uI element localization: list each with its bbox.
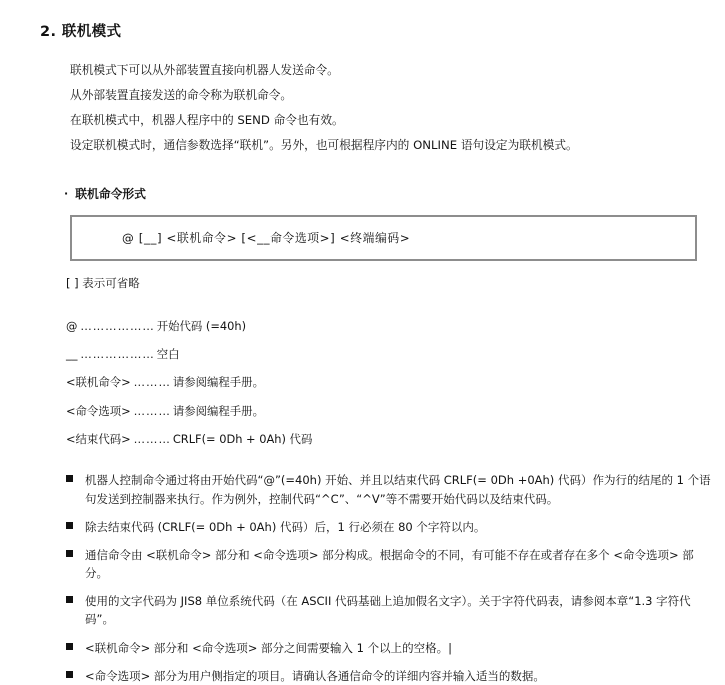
list-item-text: 除去结束代码 (CRLF(= 0Dh + 0Ah) 代码）后，1 行必须在 80 个字符以内。 (85, 519, 486, 534)
subsection-heading-label: 联机命令形式 (75, 186, 146, 201)
legend-item (66, 319, 703, 334)
legend-term: __ (66, 346, 78, 361)
list-item-text: 使用的文字代码为 JIS8 单位系统代码（在 ASCII 代码基础上追加假名文字）。关于字符代码表，请参阅本章“1.3 字符代码”。 (85, 594, 691, 627)
legend-description: 开始代码 (=40h) (156, 318, 247, 333)
legend-term: @ (66, 318, 78, 333)
legend-dots: ……………… (80, 318, 155, 333)
legend-item (66, 432, 703, 447)
legend-term: <命令选项> (66, 403, 131, 418)
square-bullet-icon (66, 475, 73, 482)
square-bullet-icon (66, 550, 73, 557)
legend-dots: ……… (133, 375, 171, 390)
legend-description: CRLF(= 0Dh + 0Ah) 代码 (172, 432, 313, 447)
legend-item (66, 375, 703, 390)
intro-paragraph: 联机模式下可以从外部装置直接向机器人发送命令。 (70, 63, 339, 77)
legend-dots: ……… (133, 403, 171, 418)
legend-description: 空白 (156, 346, 180, 361)
square-bullet-icon (66, 596, 73, 603)
legend-item (66, 404, 703, 419)
list-item-text: <联机命令> 部分和 <命令选项> 部分之间需要输入 1 个以上的空格。| (85, 640, 453, 655)
square-bullet-icon (66, 522, 73, 529)
square-bullet-icon (66, 671, 73, 678)
intro-paragraph: 设定联机模式时，通信参数选择“联机”。另外，也可根据程序内的 ONLINE 语句设定为联机模式。 (70, 138, 578, 153)
page-title (40, 20, 703, 41)
optional-note: [ ] 表示可省略 (66, 275, 140, 290)
list-item (66, 639, 716, 657)
intro-paragraphs (70, 61, 703, 155)
subsection-heading (64, 185, 703, 202)
legend-dots: ……… (133, 432, 171, 447)
legend-description: 请参阅编程手册。 (172, 403, 264, 418)
intro-paragraph: 在联机模式中，机器人程序中的 SEND 命令也有效。 (70, 113, 344, 128)
legend-dots: ……………… (80, 346, 155, 361)
section-number: 2. (40, 24, 57, 40)
list-item (66, 518, 716, 536)
section-title-text: 联机模式 (61, 24, 122, 40)
list-item-text: 机器人控制命令通过将由开始代码“@”(=40h) 开始、并且以结束代码 CRLF(= 0Dh +0Ah) 代码）作为行的结尾的 1 个语句发送到控制器来执行。作为例外，控制代码“^C”、“^V”等不需要开始代码以及结束代码。 (85, 473, 711, 506)
bullet-dot-icon: · (64, 186, 69, 200)
bullet-list (66, 471, 716, 684)
syntax-text: @ [__] <联机命令> [<__命令选项>] <终端编码> (122, 231, 411, 245)
legend-list (66, 319, 703, 448)
syntax-box (70, 215, 697, 261)
legend-term: <结束代码> (66, 432, 131, 447)
legend-description: 请参阅编程手册。 (172, 375, 264, 390)
list-item (66, 592, 716, 628)
square-bullet-icon (66, 643, 73, 650)
list-item-text: <命令选项> 部分为用户侧指定的项目。请确认各通信命令的详细内容并输入适当的数据。 (85, 668, 545, 683)
list-item (66, 546, 716, 582)
list-item-text: 通信命令由 <联机命令> 部分和 <命令选项> 部分构成。根据命令的不同，有可能不存在或者存在多个 <命令选项> 部分。 (85, 547, 694, 581)
legend-term: <联机命令> (66, 375, 131, 390)
list-item (66, 667, 716, 685)
intro-paragraph: 从外部装置直接发送的命令称为联机命令。 (70, 88, 293, 103)
list-item (66, 471, 716, 507)
legend-item (66, 347, 703, 362)
